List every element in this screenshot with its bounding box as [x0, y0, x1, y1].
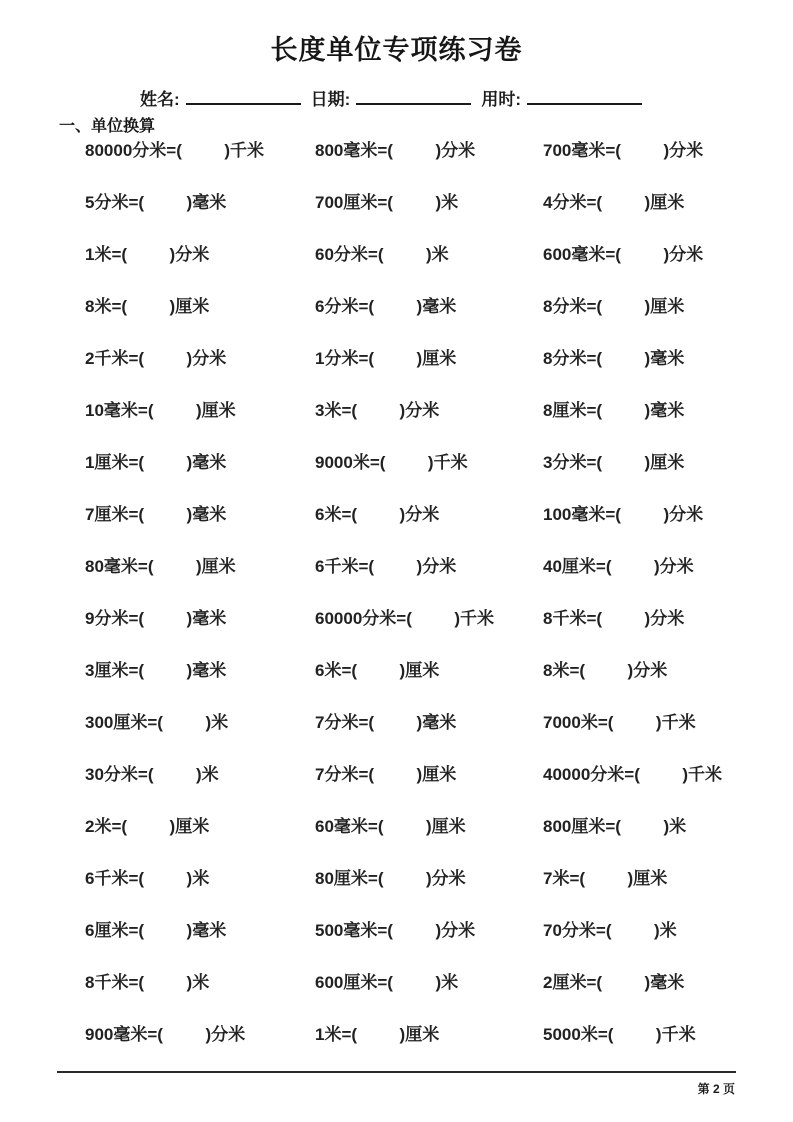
- time-used-blank-line: [527, 84, 642, 105]
- problem-cell: 1米=( )分米: [85, 245, 210, 264]
- problem-cell: 3厘米=( )毫米: [85, 661, 227, 680]
- problem-cell: 1厘米=( )毫米: [85, 453, 227, 472]
- problem-cell: 8米=( )厘米: [85, 297, 210, 316]
- problem-cell: 8厘米=( )毫米: [543, 401, 685, 420]
- problem-cell: 600厘米=( )米: [315, 973, 459, 992]
- problem-cell: 70分米=( )米: [543, 921, 677, 940]
- student-name-blank-line: [186, 84, 301, 105]
- student-info-row: [140, 84, 642, 110]
- problem-cell: 800毫米=( )分米: [315, 141, 476, 160]
- problem-cell: 9000米=( )千米: [315, 453, 468, 472]
- problem-cell: 6米=( )厘米: [315, 661, 440, 680]
- problem-cell: 6千米=( )分米: [315, 557, 457, 576]
- problem-cell: 7分米=( )厘米: [315, 765, 457, 784]
- problem-cell: 60毫米=( )厘米: [315, 817, 466, 836]
- problem-cell: 8千米=( )米: [85, 973, 210, 992]
- date-blank-line: [356, 84, 471, 105]
- problem-cell: 6厘米=( )毫米: [85, 921, 227, 940]
- problems-grid: [85, 140, 793, 1076]
- problem-cell: 700毫米=( )分米: [543, 141, 704, 160]
- time-used-label: 用时:: [481, 90, 522, 109]
- problem-cell: 10毫米=( )厘米: [85, 401, 236, 420]
- problem-cell: 30分米=( )米: [85, 765, 219, 784]
- problem-cell: 800厘米=( )米: [543, 817, 687, 836]
- problem-cell: 6分米=( )毫米: [315, 297, 457, 316]
- problem-cell: 3分米=( )厘米: [543, 453, 685, 472]
- problem-cell: 2千米=( )分米: [85, 349, 227, 368]
- section-heading: 一、单位换算: [59, 118, 156, 135]
- problem-cell: 8千米=( )分米: [543, 609, 685, 628]
- page-title: 长度单位专项练习卷: [270, 35, 523, 65]
- problem-cell: 100毫米=( )分米: [543, 505, 704, 524]
- problem-cell: 7厘米=( )毫米: [85, 505, 227, 524]
- problem-cell: 500毫米=( )分米: [315, 921, 476, 940]
- problem-cell: 8米=( )分米: [543, 661, 668, 680]
- problem-cell: 5000米=( )千米: [543, 1025, 696, 1044]
- problem-cell: 5分米=( )毫米: [85, 193, 227, 212]
- problem-cell: 2米=( )厘米: [85, 817, 210, 836]
- problem-cell: 8分米=( )厘米: [543, 297, 685, 316]
- problem-cell: 8分米=( )毫米: [543, 349, 685, 368]
- problem-cell: 9分米=( )毫米: [85, 609, 227, 628]
- student-name-label: 姓名:: [140, 90, 180, 109]
- problem-cell: 3米=( )分米: [315, 401, 440, 420]
- problem-cell: 60分米=( )米: [315, 245, 449, 264]
- problem-cell: 80000分米=( )千米: [85, 141, 265, 160]
- footer-divider: [57, 1071, 736, 1073]
- problem-cell: 6米=( )分米: [315, 505, 440, 524]
- problem-cell: 7米=( )厘米: [543, 869, 668, 888]
- problem-cell: 60000分米=( )千米: [315, 609, 495, 628]
- problem-cell: 4分米=( )厘米: [543, 193, 685, 212]
- problem-cell: 40000分米=( )千米: [543, 765, 723, 784]
- problem-cell: 80厘米=( )分米: [315, 869, 466, 888]
- problem-cell: 7000米=( )千米: [543, 713, 696, 732]
- problem-cell: 7分米=( )毫米: [315, 713, 457, 732]
- problem-cell: 700厘米=( )米: [315, 193, 459, 212]
- problem-cell: 1米=( )厘米: [315, 1025, 440, 1044]
- problem-cell: 2厘米=( )毫米: [543, 973, 685, 992]
- problem-cell: 80毫米=( )厘米: [85, 557, 236, 576]
- problem-cell: 600毫米=( )分米: [543, 245, 704, 264]
- problem-cell: 1分米=( )厘米: [315, 349, 457, 368]
- problem-cell: 300厘米=( )米: [85, 713, 229, 732]
- page-number: 第 2 页: [697, 1082, 735, 1096]
- problem-cell: 900毫米=( )分米: [85, 1025, 246, 1044]
- date-label: 日期:: [310, 90, 351, 109]
- problem-cell: 6千米=( )米: [85, 869, 210, 888]
- problem-cell: 40厘米=( )分米: [543, 557, 694, 576]
